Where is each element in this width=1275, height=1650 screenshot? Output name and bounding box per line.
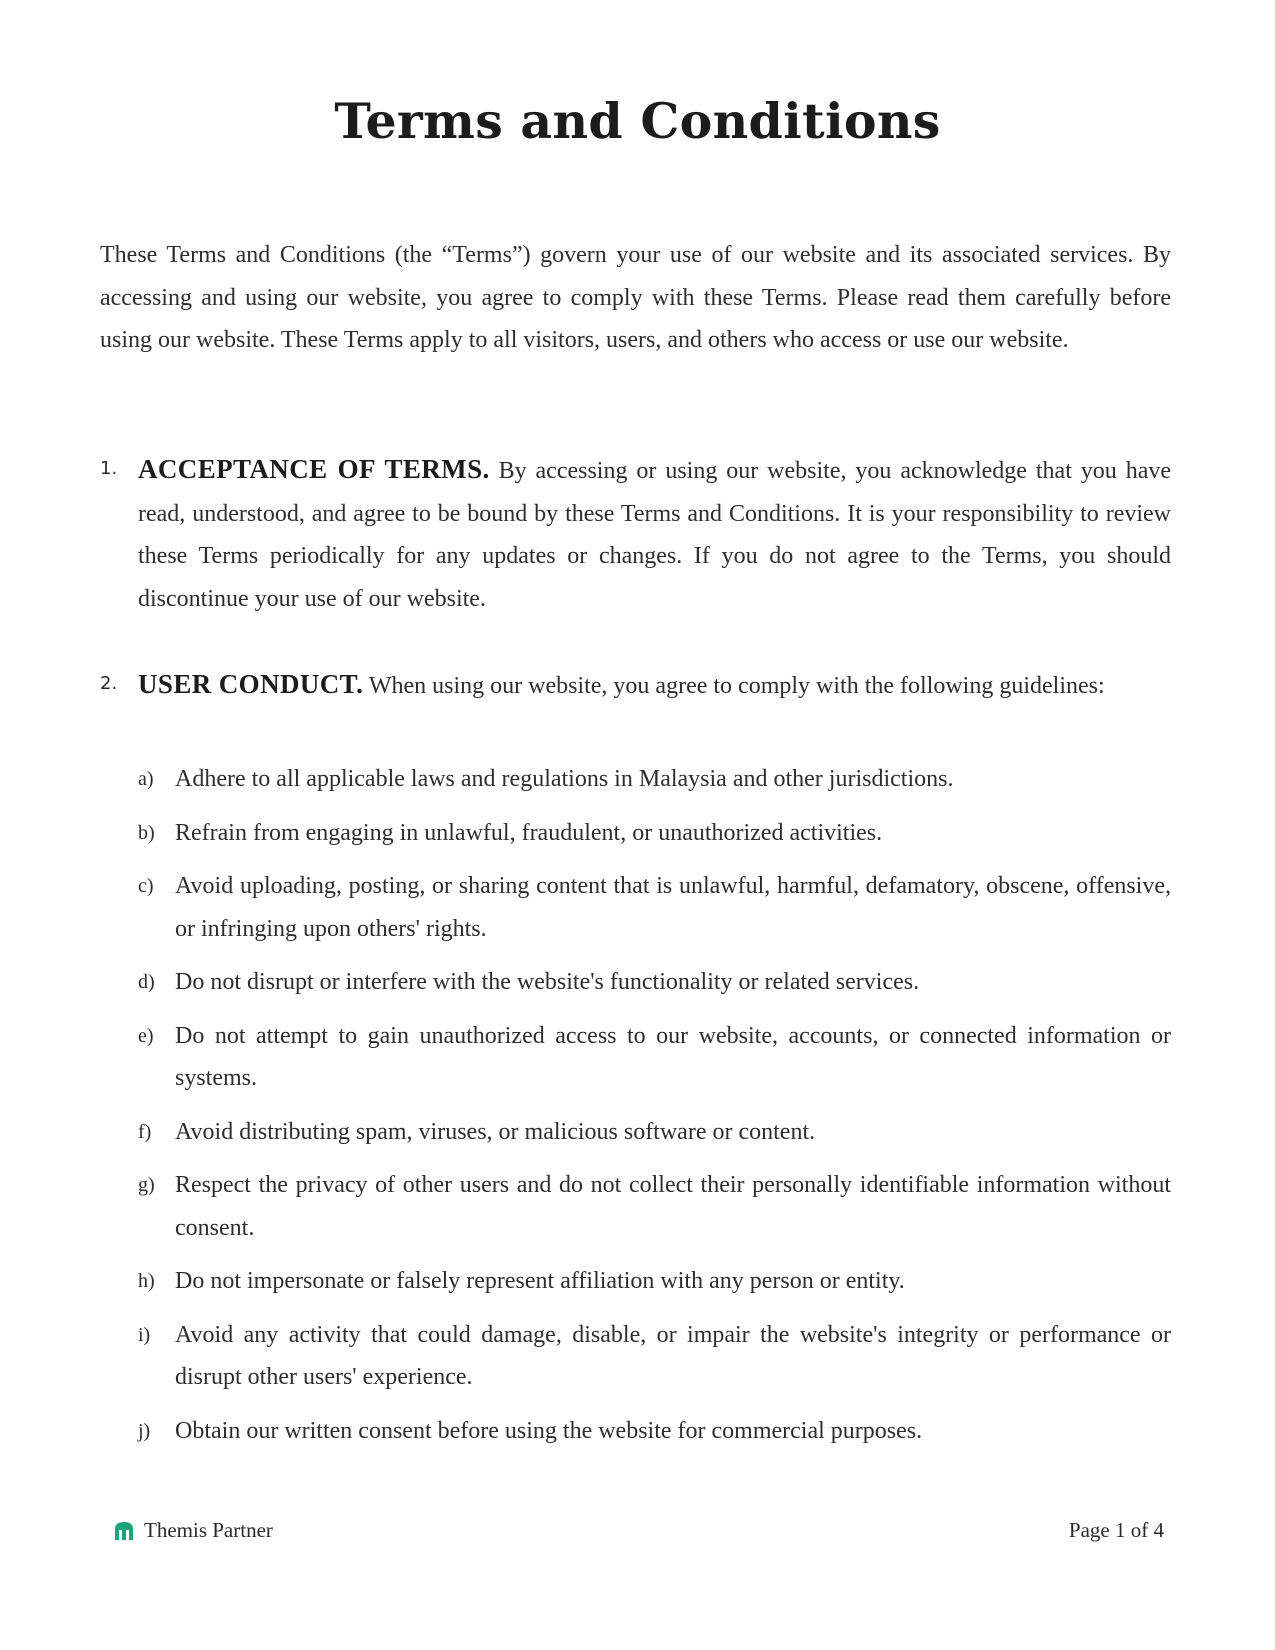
list-marker: h) [138, 1270, 155, 1292]
list-item-text: Do not impersonate or falsely represent affiliation with any person or entity. [175, 1268, 905, 1294]
list-marker: a) [138, 768, 154, 790]
section-number: 1. [100, 458, 118, 479]
list-item [138, 1015, 1171, 1100]
list-item-text: Do not disrupt or interfere with the website's functionality or related services. [175, 969, 920, 995]
list-item-text: Avoid uploading, posting, or sharing content that is unlawful, harmful, defamatory, obscene, offensive, or infringing upon others' rights. [175, 873, 1171, 942]
page-number: Page 1 of 4 [1068, 1518, 1164, 1542]
section-text: When using our website, you agree to comply with the following guidelines: [368, 673, 1105, 699]
list-item [138, 1260, 1171, 1303]
section-number: 2. [100, 673, 118, 694]
list-marker: c) [138, 875, 154, 897]
section-user-conduct [100, 663, 1171, 708]
list-item-text: Obtain our written consent before using the website for commercial purposes. [175, 1417, 923, 1444]
user-conduct-guidelines-list [138, 758, 1171, 1463]
themis-logo-icon [112, 1520, 136, 1542]
intro-paragraph: These Terms and Conditions (the “Terms”) govern your use of our website and its associated services. By accessing and using our website, you agree to comply with these Terms. Please read them carefully before using our website. These Terms apply to all visitors, users, and others who access or use our website. [100, 242, 1171, 353]
footer-brand-name: Themis Partner [144, 1518, 273, 1542]
footer-brand [112, 1518, 273, 1543]
section-acceptance-of-terms [100, 448, 1171, 620]
list-marker: b) [138, 821, 155, 844]
list-item [138, 758, 1171, 801]
list-marker: i) [138, 1323, 151, 1346]
list-item [138, 812, 1171, 855]
list-item [138, 1314, 1171, 1399]
list-item [138, 961, 1171, 1004]
list-marker: j) [138, 1419, 151, 1442]
list-item-text: Adhere to all applicable laws and regulations in Malaysia and other jurisdictions. [175, 766, 954, 792]
list-marker: f) [138, 1120, 152, 1143]
list-item-text: Respect the privacy of other users and do not collect their personally identifiable information without consent. [175, 1172, 1171, 1241]
list-marker: d) [138, 971, 155, 993]
list-item [138, 1111, 1171, 1154]
list-item-text: Do not attempt to gain unauthorized access to our website, accounts, or connected information or systems. [175, 1022, 1171, 1091]
section-content [138, 448, 1171, 620]
list-marker: g) [138, 1174, 155, 1196]
section-text: By accessing or using our website, you acknowledge that you have read, understood, and agree to be bound by these Terms and Conditions. It is your responsibility to review these Terms periodically for any updates or changes. If you do not agree to the Terms, you should discontinue your use of our website. [138, 458, 1172, 612]
list-marker: e) [138, 1024, 154, 1047]
section-heading: ACCEPTANCE OF TERMS. [138, 454, 490, 484]
list-item-text: Avoid distributing spam, viruses, or malicious software or content. [175, 1118, 816, 1145]
document-title: Terms and Conditions [334, 92, 941, 150]
list-item [138, 865, 1171, 950]
section-heading: USER CONDUCT. [138, 669, 364, 699]
list-item-text: Avoid any activity that could damage, disable, or impair the website's integrity or performance or disrupt other users' experience. [175, 1321, 1171, 1390]
list-item-text: Refrain from engaging in unlawful, fraudulent, or unauthorized activities. [175, 819, 883, 846]
section-content [138, 663, 1171, 708]
list-item [138, 1164, 1171, 1249]
list-item [138, 1410, 1171, 1453]
